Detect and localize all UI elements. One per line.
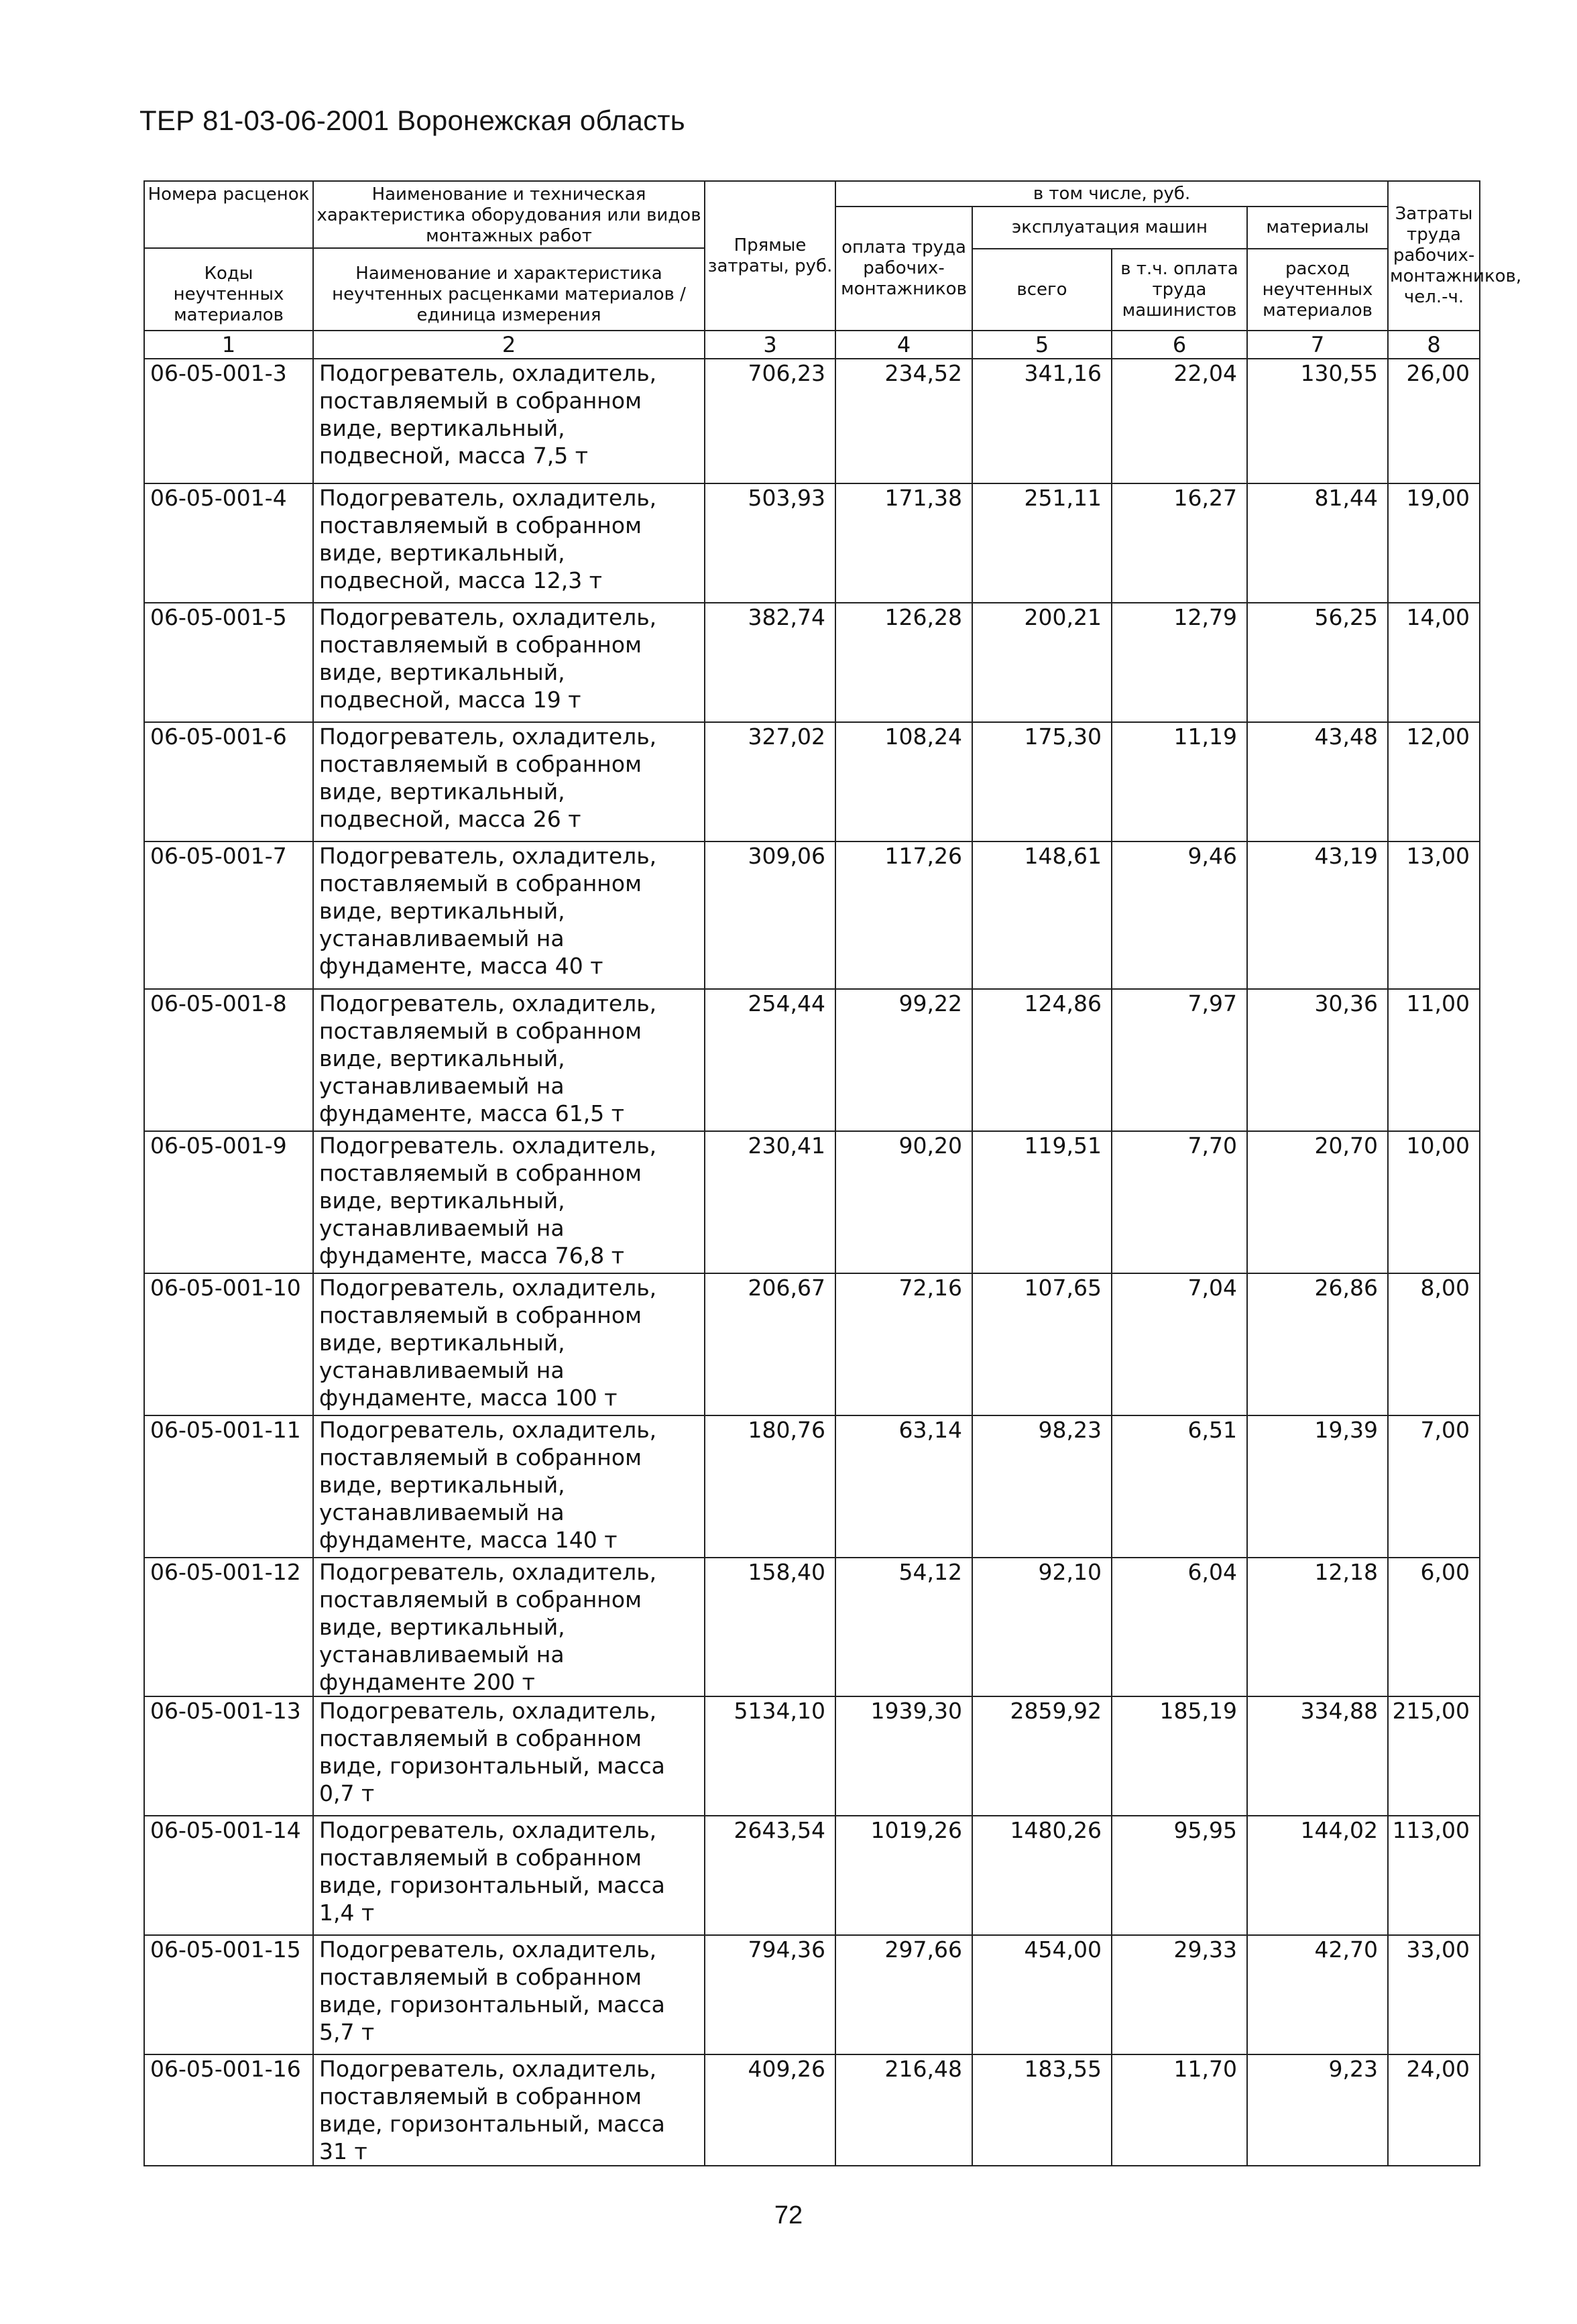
rate-code: 06-05-001-9 [144, 1131, 313, 1273]
machinists-pay-value: 11,19 [1112, 722, 1247, 841]
column-number: 8 [1388, 331, 1480, 359]
materials-value: 43,19 [1247, 841, 1388, 989]
table-row [144, 841, 1480, 989]
machines-total-value: 98,23 [972, 1415, 1112, 1558]
machines-total-value: 124,86 [972, 989, 1112, 1131]
column-number: 3 [705, 331, 835, 359]
column-number: 7 [1247, 331, 1388, 359]
machines-total-value: 251,11 [972, 483, 1112, 603]
header-machines-total: всего [972, 249, 1112, 331]
machinists-pay-value: 9,46 [1112, 841, 1247, 989]
labor-hours-value: 13,00 [1388, 841, 1480, 989]
column-number: 2 [313, 331, 705, 359]
machines-total-value: 148,61 [972, 841, 1112, 989]
materials-value: 12,18 [1247, 1558, 1388, 1696]
direct-costs-value: 254,44 [705, 989, 835, 1131]
labor-pay-value: 1939,30 [835, 1696, 972, 1816]
rate-code: 06-05-001-4 [144, 483, 313, 603]
labor-hours-value: 6,00 [1388, 1558, 1480, 1696]
machinists-pay-value: 95,95 [1112, 1816, 1247, 1935]
rate-code: 06-05-001-14 [144, 1816, 313, 1935]
rate-code: 06-05-001-12 [144, 1558, 313, 1696]
header-direct-costs: Прямые затраты, руб. [705, 181, 835, 331]
work-description: Подогреватель, охладитель, поставляемый в собранном виде, вертикальный, подвесной, масса 19 т [313, 603, 705, 722]
table-row [144, 1558, 1480, 1696]
labor-pay-value: 126,28 [835, 603, 972, 722]
work-description: Подогреватель, охладитель, поставляемый в собранном виде, горизонтальный, масса 5,7 т [313, 1935, 705, 2054]
direct-costs-value: 706,23 [705, 359, 835, 483]
direct-costs-value: 382,74 [705, 603, 835, 722]
materials-value: 9,23 [1247, 2054, 1388, 2166]
direct-costs-value: 409,26 [705, 2054, 835, 2166]
labor-pay-value: 297,66 [835, 1935, 972, 2054]
page-number: 72 [774, 2201, 803, 2229]
work-description: Подогреватель, охладитель, поставляемый в собранном виде, вертикальный, подвесной, масса 26 т [313, 722, 705, 841]
header-labor-pay: оплата труда рабочих-монтажников [835, 207, 972, 331]
labor-hours-value: 24,00 [1388, 2054, 1480, 2166]
header-materials: материалы [1247, 207, 1388, 249]
labor-pay-value: 117,26 [835, 841, 972, 989]
work-description: Подогреватель, охладитель, поставляемый в собранном виде, горизонтальный, масса 31 т [313, 2054, 705, 2166]
materials-value: 81,44 [1247, 483, 1388, 603]
labor-hours-value: 113,00 [1388, 1816, 1480, 1935]
rate-code: 06-05-001-11 [144, 1415, 313, 1558]
work-description: Подогреватель, охладитель, поставляемый в собранном виде, вертикальный, устанавливаемый на фундаменте, масса 40 т [313, 841, 705, 989]
machines-total-value: 200,21 [972, 603, 1112, 722]
materials-value: 334,88 [1247, 1696, 1388, 1816]
direct-costs-value: 794,36 [705, 1935, 835, 2054]
labor-pay-value: 108,24 [835, 722, 972, 841]
machines-total-value: 92,10 [972, 1558, 1112, 1696]
header-unaccounted-materials: расход неучтенных материалов [1247, 249, 1388, 331]
work-description: Подогреватель, охладитель, поставляемый в собранном виде, вертикальный, устанавливаемый на фундаменте 200 т [313, 1558, 705, 1696]
direct-costs-value: 206,67 [705, 1273, 835, 1415]
work-description: Подогреватель, охладитель, поставляемый в собранном виде, горизонтальный, масса 1,4 т [313, 1816, 705, 1935]
labor-hours-value: 8,00 [1388, 1273, 1480, 1415]
table-row [144, 722, 1480, 841]
table-row [144, 1696, 1480, 1816]
header-material-codes: Коды неучтенных материалов [173, 264, 284, 325]
materials-value: 19,39 [1247, 1415, 1388, 1558]
table-row [144, 1415, 1480, 1558]
rate-code: 06-05-001-10 [144, 1273, 313, 1415]
table-header-row-1 [144, 181, 1480, 207]
work-description: Подогреватель, охладитель, поставляемый в собранном виде, вертикальный, устанавливаемый на фундаменте, масса 61,5 т [313, 989, 705, 1131]
machinists-pay-value: 185,19 [1112, 1696, 1247, 1816]
column-number-row [144, 331, 1480, 359]
rate-code: 06-05-001-15 [144, 1935, 313, 2054]
table-row [144, 1273, 1480, 1415]
header-machinists-pay: в т.ч. оплата труда машинистов [1112, 249, 1247, 331]
work-description: Подогреватель, охладитель, поставляемый в собранном виде, горизонтальный, масса 0,7 т [313, 1696, 705, 1816]
table-row [144, 1935, 1480, 2054]
materials-value: 20,70 [1247, 1131, 1388, 1273]
rate-code: 06-05-001-5 [144, 603, 313, 722]
direct-costs-value: 2643,54 [705, 1816, 835, 1935]
labor-pay-value: 72,16 [835, 1273, 972, 1415]
direct-costs-value: 327,02 [705, 722, 835, 841]
materials-value: 43,48 [1247, 722, 1388, 841]
machines-total-value: 183,55 [972, 2054, 1112, 2166]
machinists-pay-value: 7,97 [1112, 989, 1247, 1131]
materials-value: 130,55 [1247, 359, 1388, 483]
materials-value: 42,70 [1247, 1935, 1388, 2054]
table-row [144, 989, 1480, 1131]
column-number: 1 [144, 331, 313, 359]
direct-costs-value: 5134,10 [705, 1696, 835, 1816]
labor-pay-value: 171,38 [835, 483, 972, 603]
header-material-name: Наименование и характеристика неучтенных расценками материалов / единица измерения [332, 264, 686, 325]
labor-pay-value: 234,52 [835, 359, 972, 483]
rate-code: 06-05-001-6 [144, 722, 313, 841]
work-description: Подогреватель. охладитель, поставляемый в собранном виде, вертикальный, устанавливаемый на фундаменте, масса 76,8 т [313, 1131, 705, 1273]
machines-total-value: 454,00 [972, 1935, 1112, 2054]
header-rate-numbers: Номера расценок [145, 182, 312, 249]
table-row [144, 359, 1480, 483]
machines-total-value: 107,65 [972, 1273, 1112, 1415]
labor-pay-value: 90,20 [835, 1131, 972, 1273]
labor-hours-value: 11,00 [1388, 989, 1480, 1131]
column-number: 4 [835, 331, 972, 359]
table-row [144, 1816, 1480, 1935]
work-description: Подогреватель, охладитель, поставляемый в собранном виде, вертикальный, устанавливаемый на фундаменте, масса 100 т [313, 1273, 705, 1415]
header-labor-hours: Затраты труда рабочих-монтажников, чел.-ч. [1388, 181, 1480, 331]
direct-costs-value: 180,76 [705, 1415, 835, 1558]
header-col2 [313, 181, 705, 331]
labor-hours-value: 33,00 [1388, 1935, 1480, 2054]
column-number: 5 [972, 331, 1112, 359]
rate-code: 06-05-001-16 [144, 2054, 313, 2166]
work-description: Подогреватель, охладитель, поставляемый в собранном виде, вертикальный, подвесной, масса 7,5 т [313, 359, 705, 483]
labor-pay-value: 1019,26 [835, 1816, 972, 1935]
table-row [144, 603, 1480, 722]
header-col1 [144, 181, 313, 331]
labor-hours-value: 19,00 [1388, 483, 1480, 603]
work-description: Подогреватель, охладитель, поставляемый в собранном виде, вертикальный, устанавливаемый на фундаменте, масса 140 т [313, 1415, 705, 1558]
machinists-pay-value: 7,04 [1112, 1273, 1247, 1415]
materials-value: 26,86 [1247, 1273, 1388, 1415]
table-row [144, 1131, 1480, 1273]
machinists-pay-value: 22,04 [1112, 359, 1247, 483]
machinists-pay-value: 6,04 [1112, 1558, 1247, 1696]
machines-total-value: 2859,92 [972, 1696, 1112, 1816]
machinists-pay-value: 6,51 [1112, 1415, 1247, 1558]
rate-code: 06-05-001-13 [144, 1696, 313, 1816]
rate-code: 06-05-001-7 [144, 841, 313, 989]
machinists-pay-value: 29,33 [1112, 1935, 1247, 2054]
machines-total-value: 341,16 [972, 359, 1112, 483]
machinists-pay-value: 11,70 [1112, 2054, 1247, 2166]
labor-pay-value: 216,48 [835, 2054, 972, 2166]
header-including: в том числе, руб. [835, 181, 1388, 207]
labor-hours-value: 10,00 [1388, 1131, 1480, 1273]
machinists-pay-value: 12,79 [1112, 603, 1247, 722]
machines-total-value: 1480,26 [972, 1816, 1112, 1935]
labor-pay-value: 63,14 [835, 1415, 972, 1558]
column-number: 6 [1112, 331, 1247, 359]
direct-costs-value: 503,93 [705, 483, 835, 603]
labor-hours-value: 215,00 [1388, 1696, 1480, 1816]
direct-costs-value: 230,41 [705, 1131, 835, 1273]
machines-total-value: 119,51 [972, 1131, 1112, 1273]
direct-costs-value: 309,06 [705, 841, 835, 989]
table-body [144, 359, 1480, 2166]
labor-hours-value: 7,00 [1388, 1415, 1480, 1558]
materials-value: 56,25 [1247, 603, 1388, 722]
table-row [144, 2054, 1480, 2166]
machines-total-value: 175,30 [972, 722, 1112, 841]
table-row [144, 483, 1480, 603]
work-description: Подогреватель, охладитель, поставляемый в собранном виде, вертикальный, подвесной, масса 12,3 т [313, 483, 705, 603]
rate-code: 06-05-001-8 [144, 989, 313, 1131]
rate-code: 06-05-001-3 [144, 359, 313, 483]
rates-table [143, 180, 1522, 2166]
machinists-pay-value: 16,27 [1112, 483, 1247, 603]
labor-pay-value: 99,22 [835, 989, 972, 1131]
labor-hours-value: 14,00 [1388, 603, 1480, 722]
machinists-pay-value: 7,70 [1112, 1131, 1247, 1273]
document-title: ТЕР 81-03-06-2001 Воронежская область [139, 105, 685, 136]
header-machines: эксплуатация машин [972, 207, 1247, 249]
materials-value: 144,02 [1247, 1816, 1388, 1935]
materials-value: 30,36 [1247, 989, 1388, 1131]
labor-pay-value: 54,12 [835, 1558, 972, 1696]
direct-costs-value: 158,40 [705, 1558, 835, 1696]
header-work-name: Наименование и техническая характеристика оборудования или видов монтажных работ [314, 182, 704, 249]
labor-hours-value: 26,00 [1388, 359, 1480, 483]
labor-hours-value: 12,00 [1388, 722, 1480, 841]
